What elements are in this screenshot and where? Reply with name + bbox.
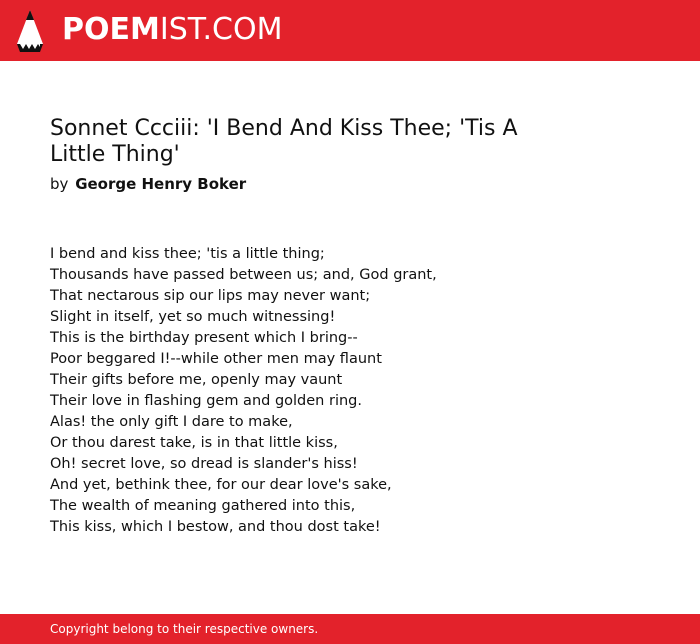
poem-line: Poor beggared I!--while other men may flaunt — [50, 351, 382, 367]
byline — [50, 174, 246, 194]
poem-line: And yet, bethink thee, for our dear love's sake, — [50, 477, 392, 493]
poem-line: Slight in itself, yet so much witnessing! — [50, 309, 336, 325]
poem-line: Their love in flashing gem and golden ring. — [50, 393, 362, 409]
logo-light-text: IST.COM — [159, 12, 283, 47]
poem-body — [50, 244, 437, 538]
poem-line: I bend and kiss thee; 'tis a little thing; — [50, 246, 325, 262]
author-name: George Henry Boker — [75, 175, 247, 193]
poem-line: Thousands have passed between us; and, God grant, — [50, 267, 437, 283]
poem-line: The wealth of meaning gathered into this, — [50, 498, 356, 514]
poem-title: Sonnet Ccciii: 'I Bend And Kiss Thee; 'Tis A Little Thing' — [50, 116, 518, 167]
site-logo[interactable] — [62, 10, 282, 50]
logo-bold-text: POEM — [62, 12, 160, 47]
site-footer — [0, 614, 700, 644]
poem-line: This is the birthday present which I bring-- — [50, 330, 358, 346]
pencil-tip-icon[interactable] — [16, 9, 44, 53]
poem-line: This kiss, which I bestow, and thou dost take! — [50, 519, 381, 535]
poem-line: Alas! the only gift I dare to make, — [50, 414, 293, 430]
poem-line: Oh! secret love, so dread is slander's hiss! — [50, 456, 358, 472]
by-label: by — [50, 175, 69, 193]
poem-line: That nectarous sip our lips may never want; — [50, 288, 371, 304]
copyright-text: Copyright belong to their respective owners. — [50, 622, 319, 636]
poem-line: Their gifts before me, openly may vaunt — [50, 372, 343, 388]
site-header — [0, 0, 700, 61]
poem-line: Or thou darest take, is in that little kiss, — [50, 435, 338, 451]
